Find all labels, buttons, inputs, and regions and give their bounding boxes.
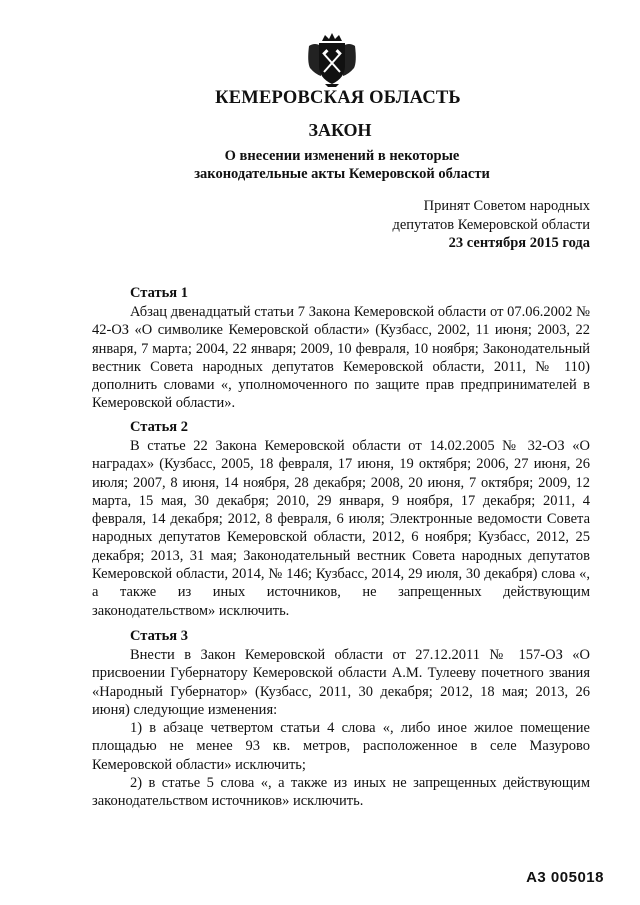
adoption-line2: депутатов Кемеровской области [392,216,590,233]
article-2-paragraph: В статье 22 Закона Кемеровской области от 14.02.2005 № 32-ОЗ «О наградах» (Кузбасс, 2005, 18 февраля, 17 июня, 19 октября; 2006, 27 июня, 26 июля; 2007, 8 июня, 14 ноября, 28 декабря; 2008, 20 июня, 7 октября; 2009, 12 марта, 15 мая, 30 декабря; 2010, 29 января, 9 ноября, 17 декабря; 2011, 4 февраля, 14 декабря; 2012, 8 февраля, 6 июля; Электронные ведомости Совета народных депутатов Кемеровской области, 2012, 6 ноября; Кузбасс, 2012, 25 декабря; 2013, 31 мая; Законодательный вестник Совета народных депутатов Кемеровской области, 2014, № 146; Кузбасс, 2014, 29 июля, 30 декабря) слова «, а также из иных источников, не запрещенных действующим законодательством» исключить. [92,438,590,619]
adoption-line1: Принят Советом народных [423,198,590,214]
article-1-paragraph: Абзац двенадцатый статьи 7 Закона Кемеровской области от 07.06.2002 № 42-ОЗ «О символике Кемеровской области» (Кузбасс, 2002, 11 июня; 2003, 22 января, 7 марта; 2004, 22 января; 2009, 10 февраля, 10 ноября; Законодательный вестник Совета народных депутатов Кемеровской области, 2011, № 110) дополнить словами «, уполномоченного по защите прав предпринимателей в Кемеровской области». [92,304,590,412]
coat-of-arms-emblem [305,32,359,88]
region-title: КЕМЕРОВСКАЯ ОБЛАСТЬ [215,88,461,108]
adoption-date: 23 сентября 2015 года [448,235,590,251]
adoption-block [392,197,590,253]
document-type: ЗАКОН [308,120,372,140]
law-subject-line1: О внесении изменений в некоторые [224,148,460,164]
article-3-paragraph-2: 1) в абзаце четвертом статьи 4 слова «, либо иное жилое помещение площадью не менее 93 кв. метров, расположенное в селе Мазурово Кемеровской области» исключить; [92,720,590,773]
article-3-paragraph-1: Внести в Закон Кемеровской области от 27.12.2011 № 157-ОЗ «О присвоении Губернатору Кемеровской области А.М. Тулееву почетного звания «Народный Губернатор» (Кузбасс, 2011, 30 декабря; 2012, 18 мая; 2013, 26 июня) следующие изменения: [92,647,590,718]
article-2-title: Статья 2 [130,419,188,435]
article-3-paragraph-3: 2) в статье 5 слова «, а также из иных не запрещенных действующим законодательством источников» исключить. [92,775,590,810]
law-subject [22,147,640,183]
article-1-title: Статья 1 [130,285,188,301]
serial-code: А3 005018 [526,869,604,886]
article-3-title: Статья 3 [130,628,188,644]
law-subject-line2: законодательные акты Кемеровской области [194,166,490,182]
